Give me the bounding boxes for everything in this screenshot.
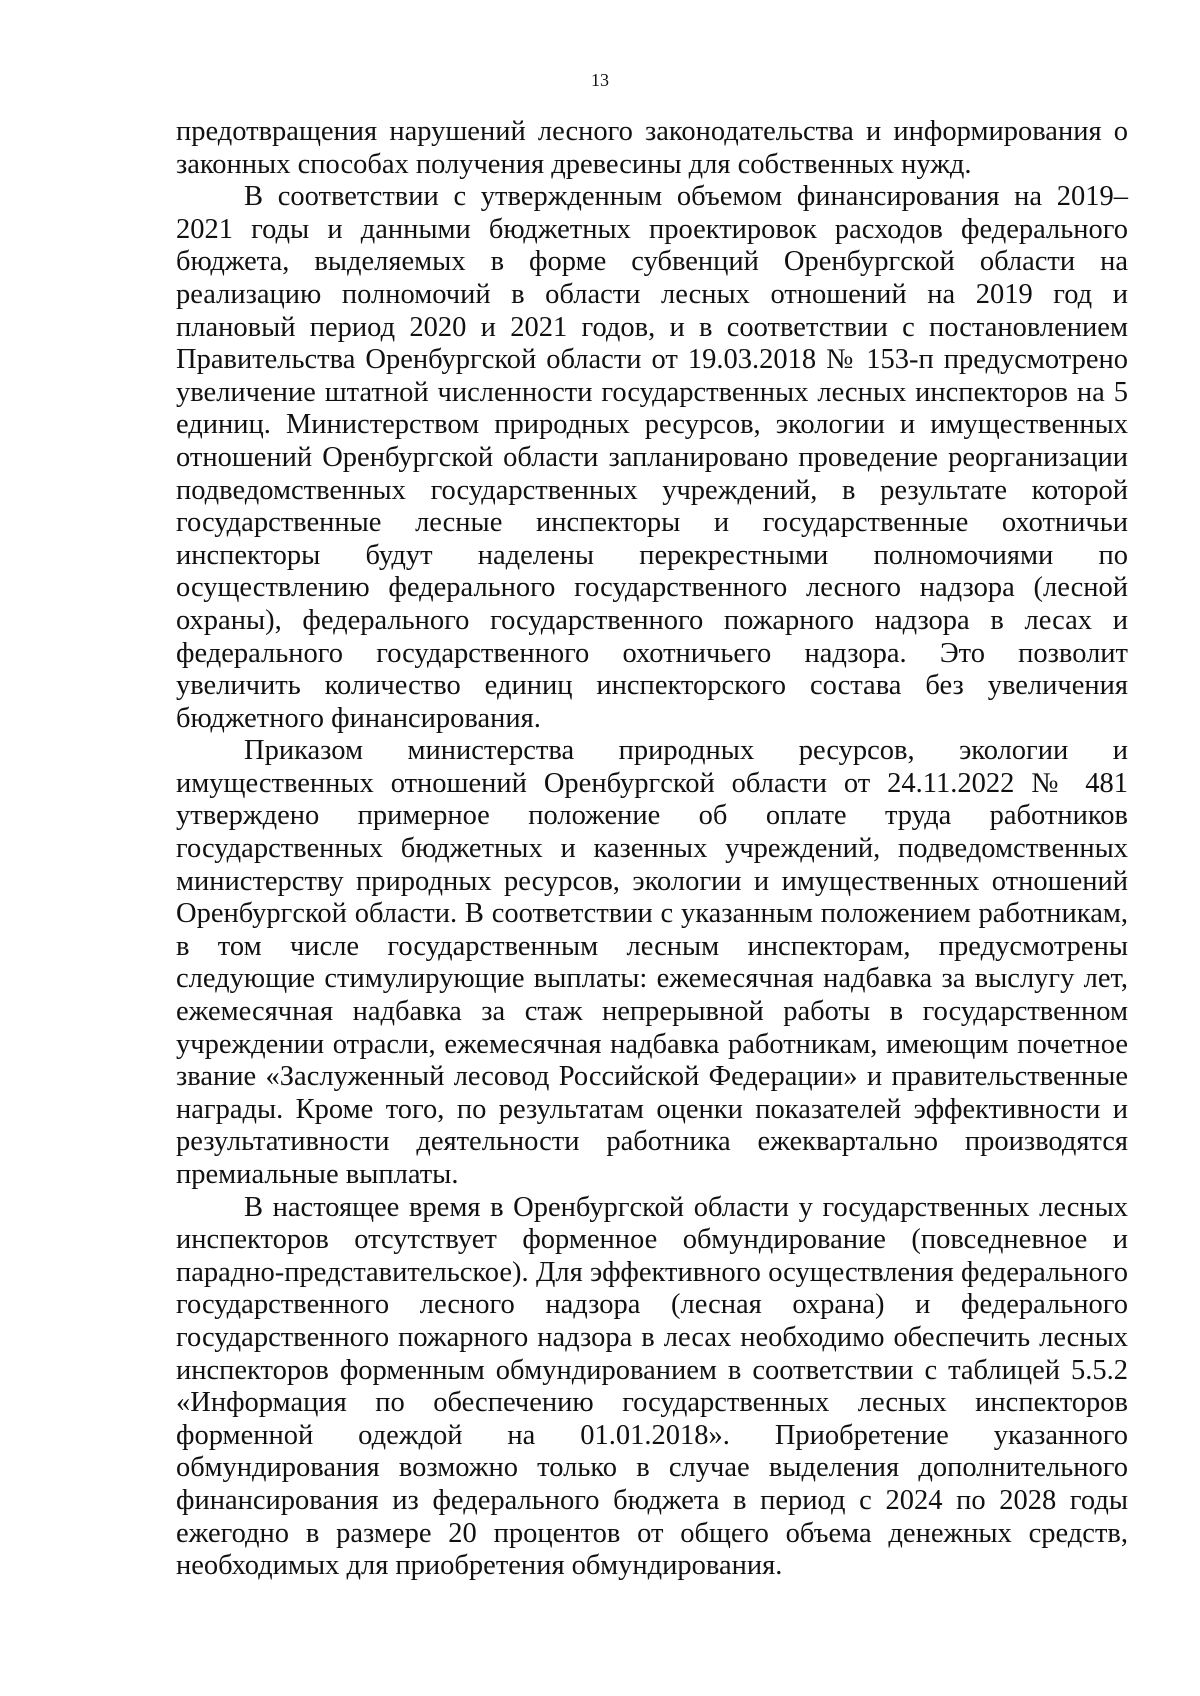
paragraph-financing: В соответствии с утвержденным объемом финансирования на 2019–2021 годы и данными бюджетных проектировок расходов федерального бюджета, выделяемых в форме субвенций Оренбургской области на реализацию полномочий в области лесных отношений на 2019 год и плановый период 2020 и 2021 годов, и в соответствии с постановлением Правительства Оренбургской области от 19.03.2018 № 153-п предусмотрено увеличение штатной численности государственных лесных инспекторов на 5 единиц. Министерством природных ресурсов, экологии и имущественных отношений Оренбургской области запланировано проведение реорганизации подведомственных государственных учреждений, в результате которой государственные лесные инспекторы и государственные охотничьи инспекторы будут наделены перекрестными полномочиями по осуществлению федерального государственного лесного надзора (лесной охраны), федерального государственного пожарного надзора в лесах и федерального государственного охотничьего надзора. Это позволит увеличить количество единиц инспекторского состава без увеличения бюджетного финансирования. [176, 181, 1128, 734]
paragraph-uniforms: В настоящее время в Оренбургской области у государственных лесных инспекторов отсутствует форменное обмундирование (повседневное и парадно-представительское). Для эффективного осуществления федерального государственного лесного надзора (лесная охрана) и федерального государственного пожарного надзора в лесах необходимо обеспечить лесных инспекторов форменным обмундированием в соответствии с таблицей 5.5.2 «Информация по обеспечению государственных лесных инспекторов форменной одеждой на 01.01.2018». Приобретение указанного обмундирования возможно только в случае выделения дополнительного финансирования из федерального бюджета в период с 2024 по 2028 годы ежегодно в размере 20 процентов от общего объема денежных средств, необходимых для приобретения обмундирования. [176, 1191, 1128, 1582]
page-number: 13 [591, 70, 609, 90]
paragraph-continuation: предотвращения нарушений лесного законодательства и информирования о законных способах получения древесины для собственных нужд. [176, 116, 1128, 180]
paragraph-wages-order: Приказом министерства природных ресурсов, экологии и имущественных отношений Оренбургской области от 24.11.2022 № 481 утверждено примерное положение об оплате труда работников государственных бюджетных и казенных учреждений, подведомственных министерству природных ресурсов, экологии и имущественных отношений Оренбургской области. В соответствии с указанным положением работникам, в том числе государственным лесным инспекторам, предусмотрены следующие стимулирующие выплаты: ежемесячная надбавка за выслугу лет, ежемесячная надбавка за стаж непрерывной работы в государственном учреждении отрасли, ежемесячная надбавка работникам, имеющим почетное звание «Заслуженный лесовод Российской Федерации» и правительственные награды. Кроме того, по результатам оценки показателей эффективности и результативности деятельности работника ежеквартально производятся премиальные выплаты. [176, 735, 1128, 1190]
document-body [176, 116, 1128, 1583]
